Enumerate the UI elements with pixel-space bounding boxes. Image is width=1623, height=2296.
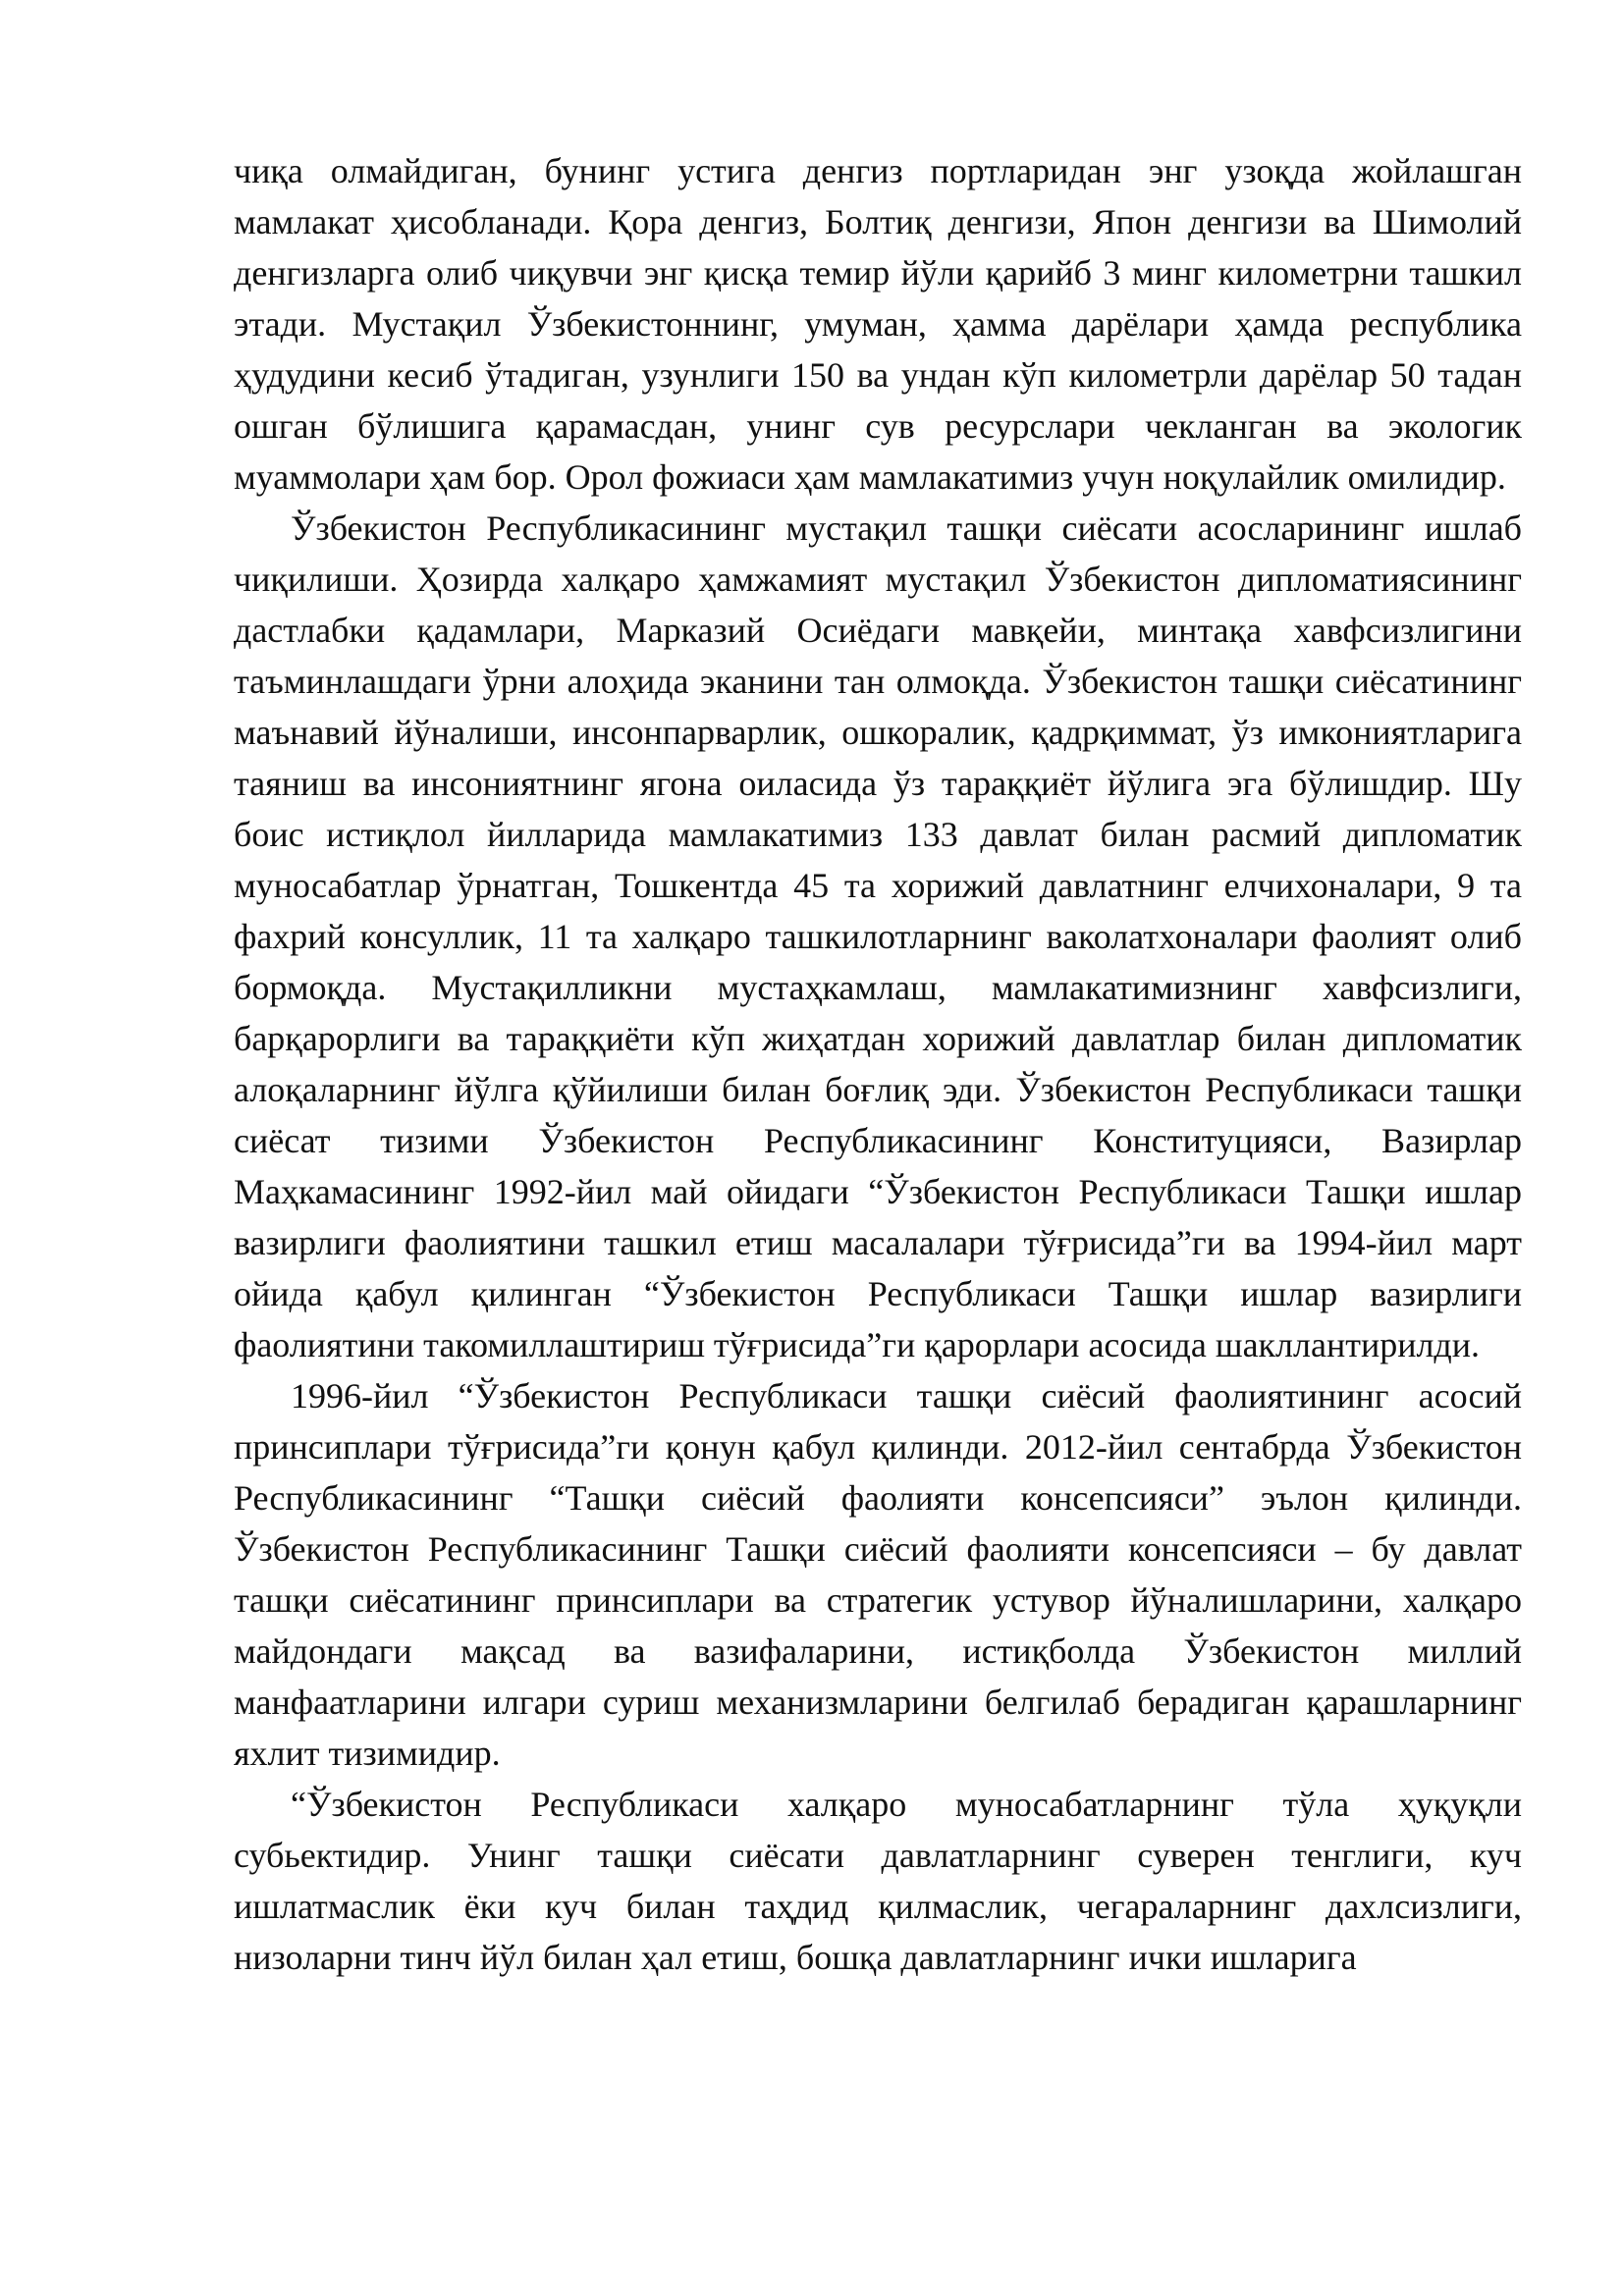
paragraph-1: чиқа олмайдиган, бунинг устига денгиз портларидан энг узоқда жойлашган мамлакат ҳисобланади. Қора денгиз, Болтиқ денгизи, Япон денгизи ва Шимолий денгизларга олиб чиқувчи энг қисқа темир йўли қарийб 3 минг километрни ташкил этади. Мустақил Ўзбекистоннинг, умуман, ҳамма дарёлари ҳамда республика ҳудудини кесиб ўтадиган, узунлиги 150 ва ундан кўп километрли дарёлар 50 тадан ошган бўлишига қарамасдан, унинг сув ресурслари чекланган ва экологик муаммолари ҳам бор. Орол фожиаси ҳам мамлакатимиз учун ноқулайлик омилидир. <box>234 151 1522 497</box>
paragraph-3: 1996-йил “Ўзбекистон Республикаси ташқи сиёсий фаолиятининг асосий принсиплари тўғрисида”ги қонун қабул қилинди. 2012-йил сентабрда Ўзбекистон Республикасининг “Ташқи сиёсий фаолияти консепсияси” эълон қилинди. Ўзбекистон Республикасининг Ташқи сиёсий фаолияти консепсияси – бу давлат ташқи сиёсатининг принсиплари ва стратегик устувор йўналишларини, халқаро майдондаги мақсад ва вазифаларини, истиқболда Ўзбекистон миллий манфаатларини илгари суриш механизмларини белгилаб берадиган қарашларнинг яхлит тизимидир. <box>234 1376 1522 1773</box>
paragraph-4: “Ўзбекистон Республикаси халқаро муносабатларнинг тўла ҳуқуқли субьектидир. Унинг ташқи сиёсати давлатларнинг суверен тенглиги, куч ишлатмаслик ёки куч билан таҳдид қилмаслик, чегараларнинг дахлсизлиги, низоларни тинч йўл билан ҳал етиш, бошқа давлатларнинг ички ишларига <box>234 1785 1522 1977</box>
paragraph-2: Ўзбекистон Республикасининг мустақил ташқи сиёсати асосларининг ишлаб чиқилиши. Ҳозирда халқаро ҳамжамият мустақил Ўзбекистон дипломатиясининг дастлабки қадамлари, Марказий Осиёдаги мавқейи, минтақа хавфсизлигини таъминлашдаги ўрни алоҳида эканини тан олмоқда. Ўзбекистон ташқи сиёсатининг маънавий йўналиши, инсонпарварлик, ошкоралик, қадрқиммат, ўз имкониятларига таяниш ва инсониятнинг ягона оиласида ўз тараққиёт йўлига эга бўлишдир. Шу боис истиқлол йилларида мамлакатимиз 133 давлат билан расмий дипломатик муносабатлар ўрнатган, Тошкентда 45 та хорижий давлатнинг елчихоналари, 9 та фахрий консуллик, 11 та халқаро ташкилотларнинг ваколатхоналари фаолият олиб бормоқда. Мустақилликни мустаҳкамлаш, мамлакатимизнинг хавфсизлиги, барқарорлиги ва тараққиёти кўп жиҳатдан хорижий давлатлар билан дипломатик алоқаларнинг йўлга қўйилиши билан боғлиқ эди. Ўзбекистон Республикаси ташқи сиёсат тизими Ўзбекистон Республикасининг Конституцияси, Вазирлар Маҳкамасининг 1992-йил май ойидаги “Ўзбекистон Республикаси Ташқи ишлар вазирлиги фаолиятини ташкил етиш масалалари тўғрисида”ги ва 1994-йил март ойида қабул қилинган “Ўзбекистон Республикаси Ташқи ишлар вазирлиги фаолиятини такомиллаштириш тўғрисида”ги қарорлари асосида шакллантирилди. <box>234 508 1522 1364</box>
document-body <box>234 145 1522 1983</box>
